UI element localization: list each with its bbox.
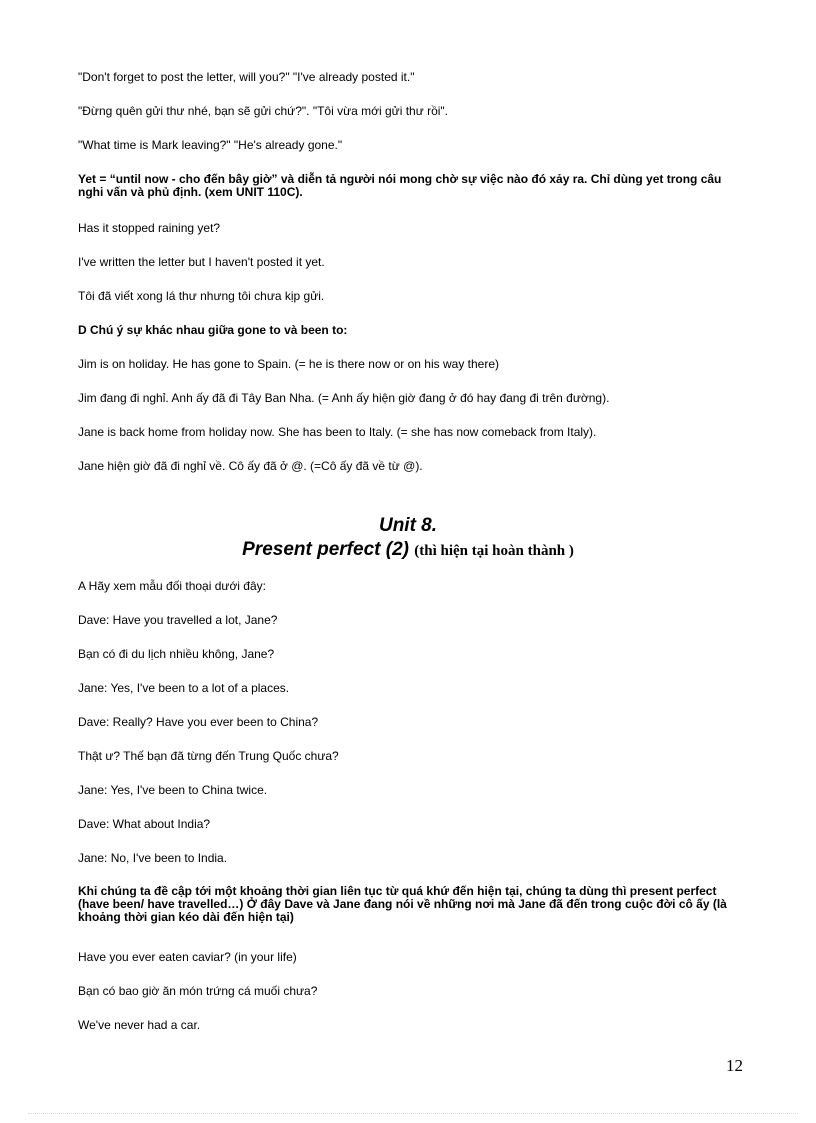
text-line: Jim đang đi nghỉ. Anh ấy đã đi Tây Ban Nha. (= Anh ấy hiện giờ đang ở đó hay đang đi trên đường).	[78, 391, 610, 405]
dialogue-line: Dave: What about India?	[78, 817, 211, 831]
dialogue-line: Thật ư? Thế bạn đã từng đến Trung Quốc chưa?	[78, 749, 339, 763]
page-number: 12	[726, 1056, 743, 1075]
unit-subtitle-vi: (thì hiện tại hoàn thành )	[414, 543, 574, 559]
text-line: Jane is back home from holiday now. She has been to Italy. (= she has now comeback from Italy).	[78, 425, 597, 439]
note-paragraph: Khi chúng ta đề cập tới một khoảng thời gian liên tục từ quá khứ đến hiện tại, chúng ta dùng thì present perfect (have been/ have travelled…) Ở đây Dave và Jane đang nói về những nơi mà Jane đã đến trong cuộc đời cô ấy (là khoảng thời gian kéo dài đến hiện tại)	[78, 884, 727, 924]
unit-subtitle	[0, 539, 816, 561]
unit-subtitle-en: Present perfect (2)	[242, 539, 409, 560]
unit-title: Unit 8.	[378, 515, 438, 536]
text-line: Tôi đã viết xong lá thư nhưng tôi chưa kịp gửi.	[78, 289, 325, 303]
text-line: Jim is on holiday. He has gone to Spain. (= he is there now or on his way there)	[78, 357, 500, 371]
dialogue-line: Jane: Yes, I've been to China twice.	[78, 783, 268, 797]
page-bottom-divider	[28, 1113, 798, 1114]
note-paragraph: Yet = “until now - cho đến bây giờ” và diễn tả người nói mong chờ sự việc nào đó xảy ra. Chỉ dùng yet trong câu nghi vấn và phủ định. (xem UNIT 110C).	[78, 172, 722, 199]
dialogue-line: Jane: No, I've been to India.	[78, 851, 228, 865]
dialogue-line: Dave: Have you travelled a lot, Jane?	[78, 613, 278, 627]
dialogue-line: Dave: Really? Have you ever been to China?	[78, 715, 319, 729]
text-line: "Don't forget to post the letter, will you?" "I've already posted it."	[78, 70, 415, 84]
text-line: Has it stopped raining yet?	[78, 221, 221, 235]
section-heading: D Chú ý sự khác nhau giữa gone to và been to:	[78, 323, 348, 337]
text-line: Bạn có bao giờ ăn món trứng cá muối chưa?	[78, 984, 318, 998]
text-line: "Đừng quên gửi thư nhé, bạn sẽ gửi chứ?". "Tôi vừa mới gửi thư rồi".	[78, 104, 449, 118]
text-line: Jane hiện giờ đã đi nghỉ về. Cô ấy đã ở @. (=Cô ấy đã về từ @).	[78, 459, 423, 473]
text-line: I've written the letter but I haven't posted it yet.	[78, 255, 325, 269]
text-line: "What time is Mark leaving?" "He's already gone."	[78, 138, 343, 152]
dialogue-line: Bạn có đi du lịch nhiều không, Jane?	[78, 647, 275, 661]
text-line: A Hãy xem mẫu đối thoại dưới đây:	[78, 579, 266, 593]
dialogue-line: Jane: Yes, I've been to a lot of a places.	[78, 681, 290, 695]
text-line: Have you ever eaten caviar? (in your life)	[78, 950, 297, 964]
text-line: We've never had a car.	[78, 1018, 201, 1032]
